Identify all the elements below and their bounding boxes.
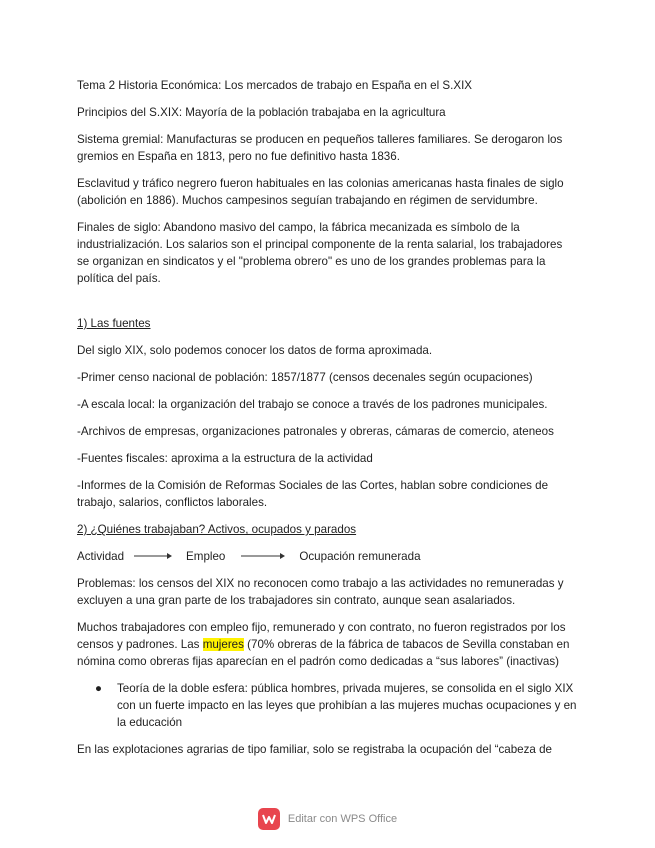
paragraph: -A escala local: la organización del trabajo se conoce a través de los padrones municipales. <box>77 398 548 411</box>
paragraph: Esclavitud y tráfico negrero fueron habituales en las colonias americanas hasta finales de siglo (abolición en 1886). Muchos campesinos seguían trabajando en régimen de servidumbre. <box>77 177 564 207</box>
paragraph: Problemas: los censos del XIX no reconocen como trabajo a las actividades no remuneradas y excluyen a una gran parte de los trabajadores sin contrato, aunque sean asalariados. <box>77 577 564 607</box>
paragraph: Sistema gremial: Manufacturas se producen en pequeños talleres familiares. Se derogaron los gremios en España en 1813, pero no fue definitivo hasta 1836. <box>77 133 563 163</box>
paragraph: Principios del S.XIX: Mayoría de la población trabajaba en la agricultura <box>77 106 446 119</box>
paragraph: Del siglo XIX, solo podemos conocer los datos de forma aproximada. <box>77 344 433 357</box>
wps-footer-label[interactable]: Editar con WPS Office <box>287 813 398 825</box>
document-page <box>77 77 577 768</box>
wps-footer[interactable] <box>0 808 655 830</box>
bullet-item <box>77 680 577 731</box>
bullet-text: Teoría de la doble esfera: pública hombres, privada mujeres, se consolida en el siglo XIX con un fuerte impacto en las leyes que prohibían a las mujeres muchas ocupaciones y en la educación <box>117 682 577 729</box>
flow-step-empleo: Empleo <box>186 550 226 563</box>
paragraph: Finales de siglo: Abandono masivo del campo, la fábrica mecanizada es símbolo de la industrialización. Los salarios son el principal componente de la renta salarial, los trabajadores se organizan en sindicatos y el "problema obrero" es uno de los grandes problemas para la política del país. <box>77 221 563 285</box>
paragraph: -Fuentes fiscales: aproxima a la estructura de la actividad <box>77 452 373 465</box>
wps-office-icon <box>258 808 280 830</box>
paragraph: -Archivos de empresas, organizaciones patronales y obreras, cámaras de comercio, ateneos <box>77 425 554 438</box>
paragraph-mujeres: Muchos trabajadores con empleo fijo, remunerado y con contrato, no fueron registrados por los censos y padrones. Las mujeres (70% obreras de la fábrica de tabacos de Sevilla constaban en nómina como obreras fijas aparecían en el padrón como dedicadas a “sus labores” (inactivas) <box>77 621 570 668</box>
flow-step-ocupacion: Ocupación remunerada <box>299 550 421 563</box>
flow-step-actividad: Actividad <box>77 550 125 563</box>
bullet-icon: ● <box>95 682 103 695</box>
paragraph: -Primer censo nacional de población: 1857/1877 (censos decenales según ocupaciones) <box>77 371 533 384</box>
highlighted-word: mujeres <box>202 638 244 651</box>
section-heading-fuentes: 1) Las fuentes <box>77 317 151 330</box>
right-arrow-icon <box>241 548 285 565</box>
activity-flow-diagram <box>77 548 577 565</box>
right-arrow-icon <box>134 548 172 565</box>
paragraph: -Informes de la Comisión de Reformas Sociales de las Cortes, hablan sobre condiciones de trabajo, salarios, conflictos laborales. <box>77 479 549 509</box>
blank-line <box>77 297 577 315</box>
section-heading-quienes: 2) ¿Quiénes trabajaban? Activos, ocupados y parados <box>77 523 357 536</box>
paragraph: En las explotaciones agrarias de tipo familiar, solo se registraba la ocupación del “cabeza de <box>77 743 552 756</box>
doc-title: Tema 2 Historia Económica: Los mercados de trabajo en España en el S.XIX <box>77 79 473 92</box>
